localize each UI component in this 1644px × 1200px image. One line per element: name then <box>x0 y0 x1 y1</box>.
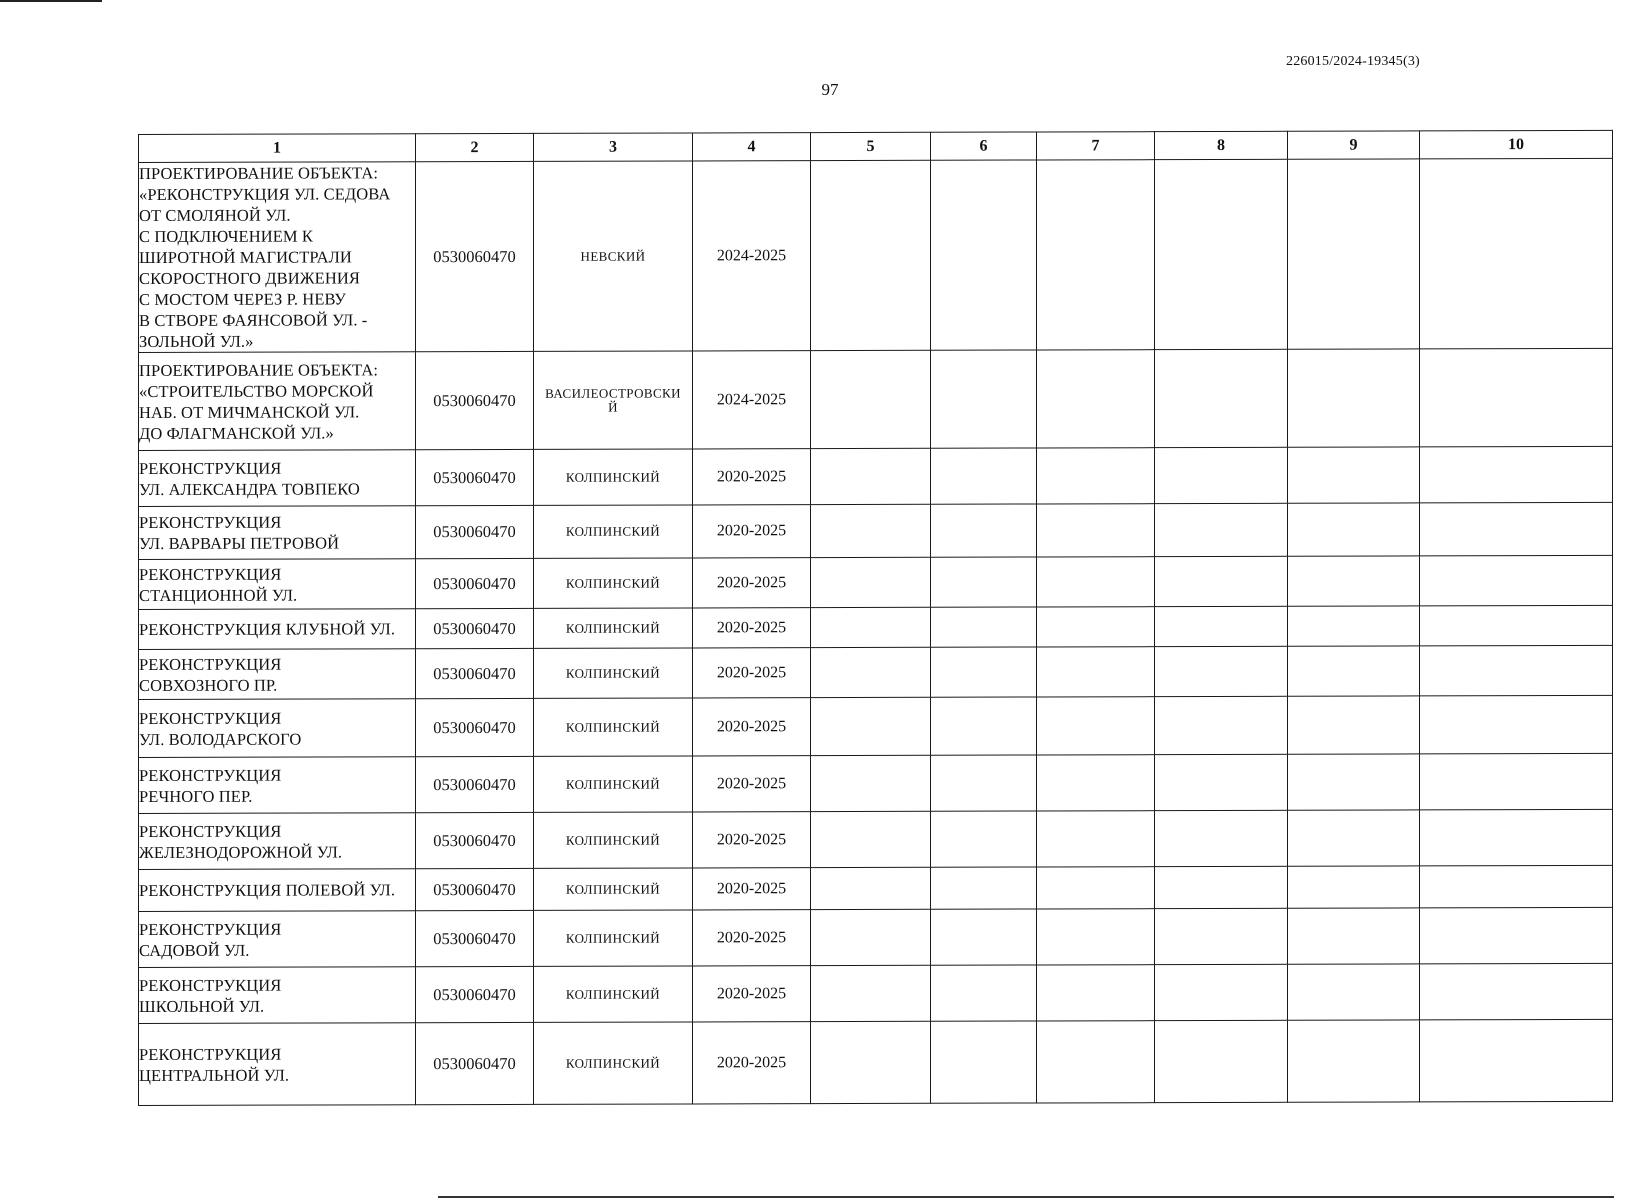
empty-cell <box>1288 606 1420 646</box>
empty-cell <box>1037 867 1155 909</box>
period-cell: 2020-2025 <box>693 558 811 608</box>
empty-cell <box>1420 348 1613 447</box>
target-code-cell: 0530060470 <box>416 608 534 648</box>
empty-cell <box>1420 502 1613 556</box>
empty-cell <box>931 867 1037 909</box>
empty-cell <box>811 557 931 607</box>
empty-cell <box>1037 350 1155 448</box>
district-cell: КОЛПИНСКИЙ <box>534 910 693 966</box>
column-header: 3 <box>534 133 693 161</box>
empty-cell <box>1037 1021 1155 1103</box>
district-cell: КОЛПИНСКИЙ <box>534 648 693 698</box>
period-cell: 2020-2025 <box>693 868 811 910</box>
empty-cell <box>1155 964 1288 1020</box>
period-cell: 2024-2025 <box>693 351 811 449</box>
object-name-cell: ПРОЕКТИРОВАНИЕ ОБЪЕКТА: «РЕКОНСТРУКЦИЯ УЛ. СЕДОВА ОТ СМОЛЯНОЙ УЛ. С ПОДКЛЮЧЕНИЕМ К ШИРОТНОЙ МАГИСТРАЛИ СКОРОСТНОГО ДВИЖЕНИЯ С МОСТОМ ЧЕРЕЗ Р. НЕВУ В СТВОРЕ ФАЯНСОВОЙ УЛ. - ЗОЛЬНОЙ УЛ.» <box>139 162 416 353</box>
empty-cell <box>931 557 1037 607</box>
page-number: 97 <box>821 80 839 99</box>
empty-cell <box>811 350 931 448</box>
empty-cell <box>1037 647 1155 697</box>
empty-cell <box>1288 810 1420 866</box>
table-row <box>139 695 1613 757</box>
period-cell: 2020-2025 <box>693 505 811 558</box>
empty-cell <box>1155 1020 1288 1102</box>
empty-cell <box>931 965 1037 1021</box>
period-cell: 2020-2025 <box>693 608 811 648</box>
empty-cell <box>1288 349 1420 447</box>
empty-cell <box>1420 907 1613 964</box>
table-row <box>139 348 1613 450</box>
empty-cell <box>931 647 1037 697</box>
column-header: 4 <box>693 133 811 161</box>
table-row <box>139 809 1613 869</box>
empty-cell <box>931 755 1037 811</box>
table-row <box>139 865 1613 911</box>
empty-cell <box>931 811 1037 867</box>
empty-cell <box>811 965 931 1021</box>
empty-cell <box>811 755 931 811</box>
table-row <box>139 555 1613 609</box>
empty-cell <box>1288 908 1420 964</box>
empty-cell <box>1155 696 1288 754</box>
empty-cell <box>1420 645 1613 696</box>
empty-cell <box>1420 963 1613 1020</box>
district-cell: КОЛПИНСКИЙ <box>534 505 693 558</box>
empty-cell <box>1288 1020 1420 1102</box>
empty-cell <box>1420 753 1613 810</box>
column-header: 9 <box>1288 131 1420 159</box>
empty-cell <box>1037 697 1155 755</box>
table-row <box>139 1019 1613 1105</box>
column-header: 10 <box>1420 130 1613 159</box>
table-row <box>139 605 1613 649</box>
district-cell: КОЛПИНСКИЙ <box>534 868 693 910</box>
empty-cell <box>1037 811 1155 867</box>
empty-cell <box>1155 349 1288 447</box>
column-number-row <box>139 130 1613 162</box>
target-code-cell: 0530060470 <box>416 812 534 868</box>
empty-cell <box>1155 810 1288 866</box>
empty-cell <box>1037 504 1155 557</box>
table-row <box>139 502 1613 559</box>
document-number: 226015/2024-19345(3) <box>1286 54 1420 69</box>
period-cell: 2020-2025 <box>693 812 811 868</box>
column-header: 7 <box>1037 132 1155 160</box>
period-cell: 2020-2025 <box>693 1022 811 1104</box>
empty-cell <box>1155 159 1288 349</box>
empty-cell <box>1420 695 1613 754</box>
objects-table <box>138 130 1613 1106</box>
target-code-cell: 0530060470 <box>416 698 534 756</box>
empty-cell <box>811 697 931 755</box>
empty-cell <box>1037 160 1155 350</box>
table-row <box>139 963 1613 1023</box>
district-cell: КОЛПИНСКИЙ <box>534 449 693 505</box>
target-code-cell: 0530060470 <box>416 910 534 966</box>
object-name-cell: РЕКОНСТРУКЦИЯ СОВХОЗНОГО ПР. <box>139 649 416 700</box>
period-cell: 2024-2025 <box>693 161 811 351</box>
object-name-cell: РЕКОНСТРУКЦИЯ УЛ. ВАРВАРЫ ПЕТРОВОЙ <box>139 506 416 560</box>
period-cell: 2020-2025 <box>693 698 811 756</box>
empty-cell <box>1037 557 1155 607</box>
period-cell: 2020-2025 <box>693 910 811 966</box>
target-code-cell: 0530060470 <box>416 868 534 910</box>
table-row <box>139 446 1613 506</box>
empty-cell <box>1155 503 1288 556</box>
target-code-cell: 0530060470 <box>416 1022 534 1104</box>
table-row <box>139 907 1613 967</box>
column-header: 1 <box>139 134 416 163</box>
target-code-cell: 0530060470 <box>416 449 534 505</box>
column-header: 6 <box>931 132 1037 160</box>
district-cell: КОЛПИНСКИЙ <box>534 608 693 648</box>
empty-cell <box>1288 556 1420 606</box>
scan-edge-mark <box>0 0 102 2</box>
period-cell: 2020-2025 <box>693 648 811 698</box>
period-cell: 2020-2025 <box>693 966 811 1022</box>
district-cell: ВАСИЛЕОСТРОВСКИ Й <box>534 351 693 449</box>
object-name-cell: РЕКОНСТРУКЦИЯ ПОЛЕВОЙ УЛ. <box>139 869 416 912</box>
target-code-cell: 0530060470 <box>416 756 534 812</box>
object-name-cell: РЕКОНСТРУКЦИЯ САДОВОЙ УЛ. <box>139 911 416 968</box>
empty-cell <box>1420 158 1613 349</box>
empty-cell <box>1037 909 1155 965</box>
table-row <box>139 753 1613 813</box>
district-cell: КОЛПИНСКИЙ <box>534 698 693 756</box>
district-cell: КОЛПИНСКИЙ <box>534 812 693 868</box>
empty-cell <box>1288 866 1420 908</box>
column-header: 8 <box>1155 131 1288 159</box>
empty-cell <box>1288 646 1420 696</box>
object-name-cell: РЕКОНСТРУКЦИЯ КЛУБНОЙ УЛ. <box>139 609 416 650</box>
empty-cell <box>1420 446 1613 503</box>
target-code-cell: 0530060470 <box>416 505 534 558</box>
empty-cell <box>1037 448 1155 504</box>
object-name-cell: РЕКОНСТРУКЦИЯ ЦЕНТРАЛЬНОЙ УЛ. <box>139 1023 416 1106</box>
empty-cell <box>931 160 1037 350</box>
empty-cell <box>1155 606 1288 646</box>
empty-cell <box>1288 754 1420 810</box>
object-name-cell: РЕКОНСТРУКЦИЯ УЛ. ВОЛОДАРСКОГО <box>139 699 416 758</box>
object-name-cell: РЕКОНСТРУКЦИЯ СТАНЦИОННОЙ УЛ. <box>139 559 416 610</box>
empty-cell <box>811 867 931 909</box>
table-row <box>139 158 1613 352</box>
table-row <box>139 645 1613 699</box>
empty-cell <box>931 504 1037 557</box>
object-name-cell: РЕКОНСТРУКЦИЯ ШКОЛЬНОЙ УЛ. <box>139 967 416 1024</box>
column-header: 5 <box>811 132 931 160</box>
empty-cell <box>1420 605 1613 646</box>
empty-cell <box>1288 964 1420 1020</box>
district-cell: КОЛПИНСКИЙ <box>534 558 693 608</box>
column-header: 2 <box>416 133 534 161</box>
object-name-cell: РЕКОНСТРУКЦИЯ УЛ. АЛЕКСАНДРА ТОВПЕКО <box>139 450 416 507</box>
empty-cell <box>1037 965 1155 1021</box>
period-cell: 2020-2025 <box>693 449 811 505</box>
target-code-cell: 0530060470 <box>416 351 534 449</box>
empty-cell <box>931 448 1037 504</box>
empty-cell <box>1037 755 1155 811</box>
empty-cell <box>1155 908 1288 964</box>
empty-cell <box>1420 555 1613 606</box>
empty-cell <box>811 811 931 867</box>
district-cell: КОЛПИНСКИЙ <box>534 1022 693 1104</box>
object-name-cell: РЕКОНСТРУКЦИЯ РЕЧНОГО ПЕР. <box>139 757 416 814</box>
empty-cell <box>1155 866 1288 908</box>
empty-cell <box>1155 646 1288 696</box>
empty-cell <box>1155 754 1288 810</box>
empty-cell <box>1420 1019 1613 1102</box>
target-code-cell: 0530060470 <box>416 648 534 698</box>
empty-cell <box>1420 865 1613 908</box>
empty-cell <box>1288 159 1420 349</box>
table-container <box>138 130 1612 1106</box>
empty-cell <box>811 607 931 647</box>
empty-cell <box>1288 503 1420 556</box>
empty-cell <box>1155 556 1288 606</box>
empty-cell <box>811 1021 931 1103</box>
district-cell: КОЛПИНСКИЙ <box>534 966 693 1022</box>
empty-cell <box>811 909 931 965</box>
empty-cell <box>931 350 1037 448</box>
empty-cell <box>1155 447 1288 503</box>
empty-cell <box>811 504 931 557</box>
empty-cell <box>1420 809 1613 866</box>
target-code-cell: 0530060470 <box>416 558 534 608</box>
empty-cell <box>1288 447 1420 503</box>
empty-cell <box>931 1021 1037 1103</box>
empty-cell <box>931 607 1037 647</box>
empty-cell <box>1288 696 1420 754</box>
empty-cell <box>1037 607 1155 647</box>
empty-cell <box>811 160 931 350</box>
district-cell: КОЛПИНСКИЙ <box>534 756 693 812</box>
bottom-scan-line <box>438 1196 1614 1198</box>
target-code-cell: 0530060470 <box>416 161 534 351</box>
district-cell: НЕВСКИЙ <box>534 161 693 351</box>
empty-cell <box>811 647 931 697</box>
object-name-cell: РЕКОНСТРУКЦИЯ ЖЕЛЕЗНОДОРОЖНОЙ УЛ. <box>139 813 416 870</box>
empty-cell <box>931 697 1037 755</box>
target-code-cell: 0530060470 <box>416 966 534 1022</box>
empty-cell <box>811 448 931 504</box>
object-name-cell: ПРОЕКТИРОВАНИЕ ОБЪЕКТА: «СТРОИТЕЛЬСТВО МОРСКОЙ НАБ. ОТ МИЧМАНСКОЙ УЛ. ДО ФЛАГМАНСКОЙ УЛ.» <box>139 352 416 451</box>
empty-cell <box>931 909 1037 965</box>
period-cell: 2020-2025 <box>693 756 811 812</box>
